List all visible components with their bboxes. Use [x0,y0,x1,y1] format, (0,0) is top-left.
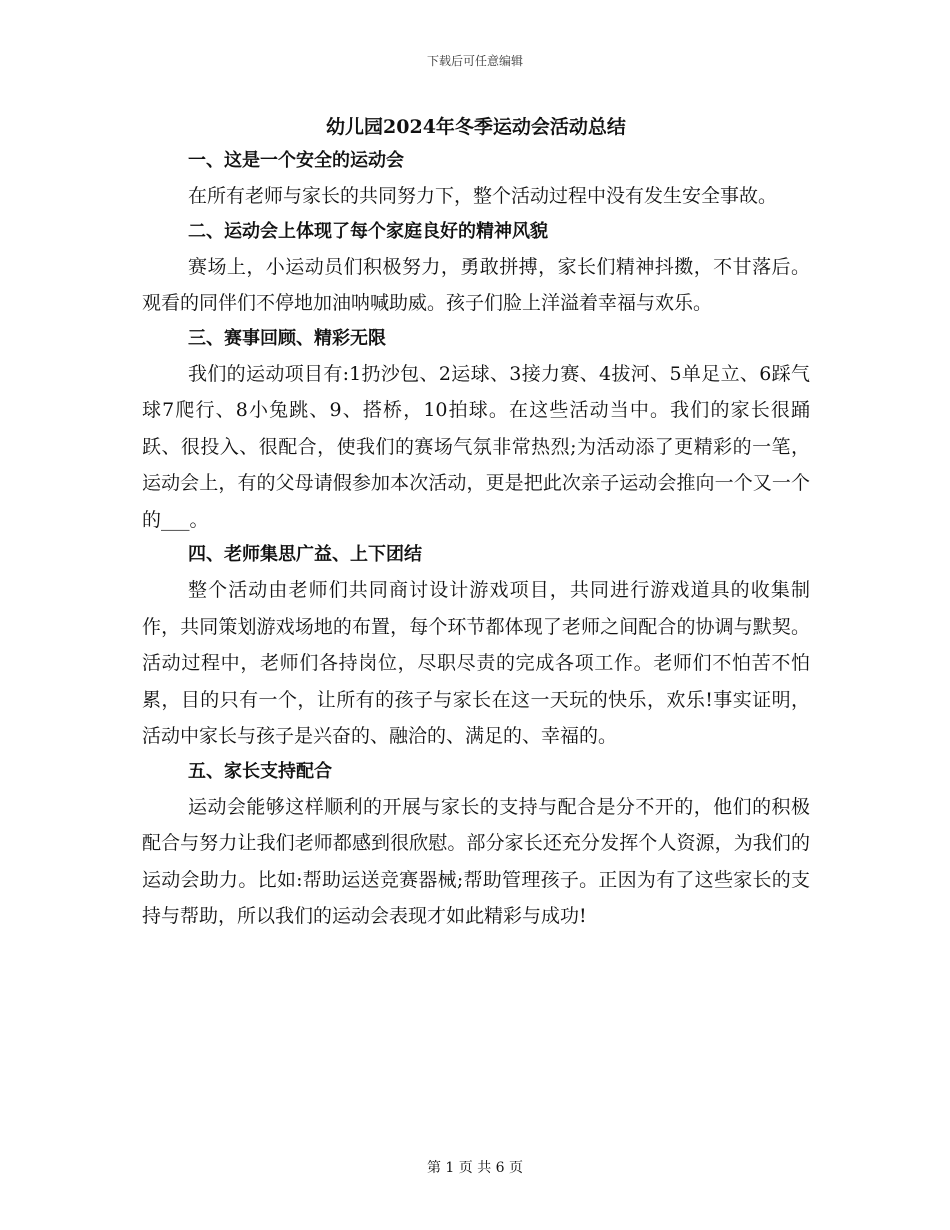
page-number-footer: 第 1 页 共 6 页 [426,1160,524,1176]
section-paragraph-2: 赛场上，小运动员们积极努力，勇敢拼搏，家长们精神抖擞，不甘落后。观看的同伴们不停地加油呐喊助威。孩子们脸上洋溢着幸福与欢乐。 [142,255,810,314]
section-paragraph-4: 整个活动由老师们共同商讨设计游戏项目，共同进行游戏道具的收集制作，共同策划游戏场地的布置，每个环节都体现了老师之间配合的协调与默契。活动过程中，老师们各持岗位，尽职尽责的完成各项工作。老师们不怕苦不怕累，目的只有一个，让所有的孩子与家长在这一天玩的快乐，欢乐!事实证明，活动中家长与孩子是兴奋的、融洽的、满足的、幸福的。 [142,579,810,747]
document-title: 幼儿园2024年冬季运动会活动总结 [326,116,626,138]
document-body [142,110,810,935]
section-paragraph-5: 运动会能够这样顺利的开展与家长的支持与配合是分不开的，他们的积极配合与努力让我们老师都感到很欣慰。部分家长还充分发挥个人资源，为我们的运动会助力。比如:帮助运送竞赛器械;帮助管理孩子。正因为有了这些家长的支持与帮助，所以我们的运动会表现才如此精彩与成功! [142,795,810,927]
section-heading-2: 二、运动会上体现了每个家庭良好的精神风貌 [188,220,548,242]
section-heading-1: 一、这是一个安全的运动会 [188,150,404,171]
section-heading-4: 四、老师集思广益、上下团结 [188,544,422,565]
section-paragraph-3: 我们的运动项目有:1扔沙包、2运球、3接力赛、4拔河、5单足立、6踩气球7爬行、8小兔跳、9、搭桥，10拍球。在这些活动当中。我们的家长很踊跃、很投入、很配合，使我们的赛场气氛非常热烈;为活动添了更精彩的一笔，运动会上，有的父母请假参加本次活动，更是把此次亲子运动会推向一个又一个的___。 [142,362,810,531]
section-paragraph-1: 在所有老师与家长的共同努力下，整个活动过程中没有发生安全事故。 [188,185,778,207]
header-note: 下载后可任意编辑 [426,54,523,68]
section-heading-3: 三、赛事回顾、精彩无限 [188,327,386,349]
section-heading-5: 五、家长支持配合 [188,760,332,782]
